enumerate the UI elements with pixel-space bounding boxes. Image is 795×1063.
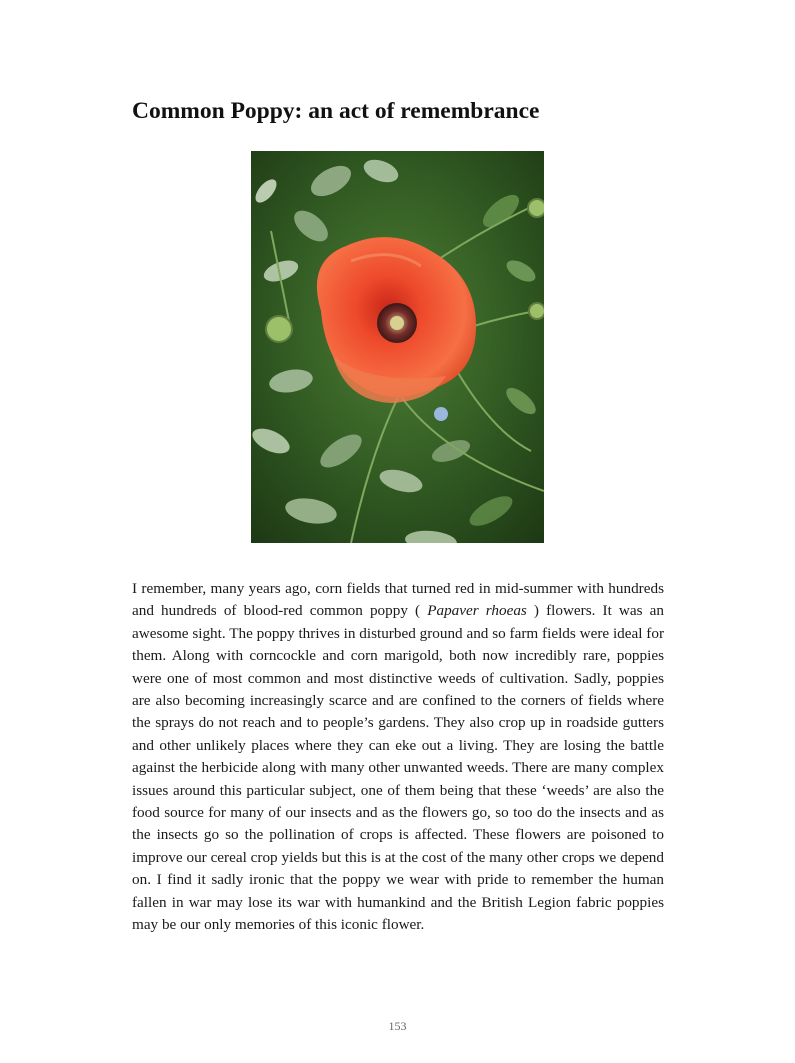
- paragraph-part-1: I remember, many years ago, corn fields that turned red in mid-summer with hundreds and hundreds of blood-red common poppy (: [132, 580, 664, 620]
- species-name: Papaver rhoeas: [427, 602, 527, 620]
- article-paragraph: [132, 578, 664, 937]
- blue-flower: [434, 407, 448, 421]
- poppy-illustration: [251, 151, 544, 543]
- poppy-photo: [251, 151, 544, 543]
- paragraph-part-2: ) flowers. It was an awesome sight. The poppy thrives in disturbed ground and so farm fields were ideal for them. Along with corncockle and corn marigold, both now incredibly rare, poppies were one of most common and most distinctive weeds of cultivation. Sadly, poppies are also becoming increasingly scarce and are confined to the corners of fields where the sprays do not reach and to people’s gardens. They also crop up in roadside gutters and other unlikely places where they can eke out a living. They are losing the battle against the herbicide along with many other unwanted weeds. There are many complex issues around this particular subject, one of them being that these ‘weeds’ are also the food source for many of our insects and as the flowers go, so too do the insects and as the insects go so the pollination of crops is affected. These flowers are poisoned to improve our cereal crop yields but this is at the cost of the many other crops we depend on. I find it sadly ironic that the poppy we wear with pride to remember the human fallen in war may lose its war with humankind and the British Legion fabric poppies may be our only memories of this iconic flower.: [132, 602, 664, 934]
- page-title: Common Poppy: an act of remembrance: [132, 98, 540, 124]
- page-number: 153: [388, 1019, 407, 1033]
